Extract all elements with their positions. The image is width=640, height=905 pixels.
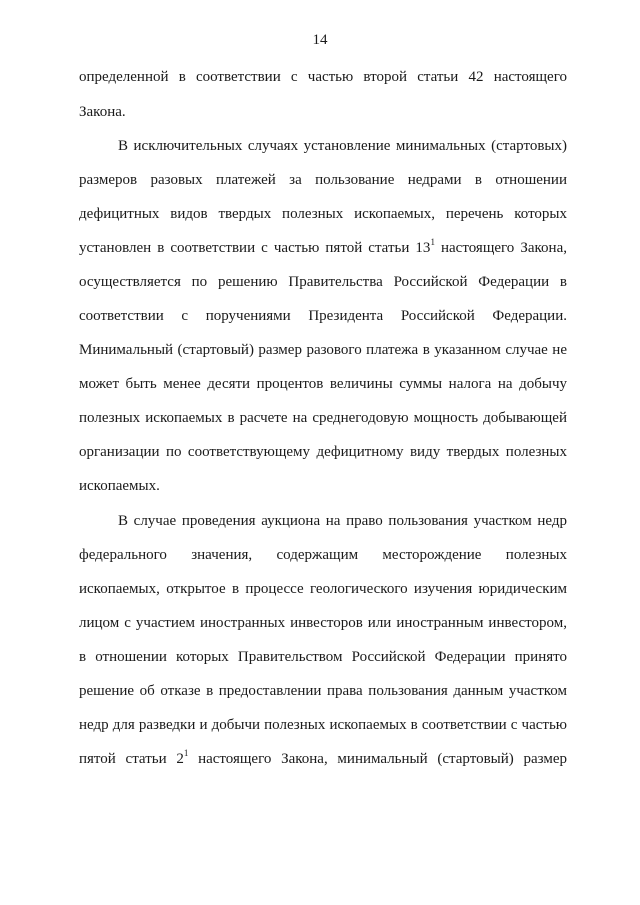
text-segment: установлен в соответствии с частью пятой статьи 13: [79, 240, 431, 256]
superscript: 1: [430, 237, 435, 247]
paragraph-first-line: В случае проведения аукциона на право пользования участком недр: [118, 513, 567, 529]
text-line: федерального значения, содержащим месторождение полезных: [79, 547, 567, 563]
text-line-with-superscript: [79, 750, 567, 768]
text-line: соответствии с поручениями Президента Российской Федерации.: [79, 308, 567, 324]
text-line: в отношении которых Правительством Российской Федерации принято: [79, 649, 567, 665]
text-line: организации по соответствующему дефицитному виду твердых полезных: [79, 444, 567, 460]
text-line: размеров разовых платежей за пользование недрами в отношении: [79, 172, 567, 188]
text-line: лицом с участием иностранных инвесторов или иностранным инвестором,: [79, 615, 567, 631]
text-segment: настоящего Закона,: [434, 240, 567, 256]
text-line: дефицитных видов твердых полезных ископаемых, перечень которых: [79, 206, 567, 222]
text-line-with-superscript: [79, 239, 567, 257]
text-segment: пятой статьи 2: [79, 751, 184, 767]
text-line: может быть менее десяти процентов величины суммы налога на добычу: [79, 376, 567, 392]
text-line: Минимальный (стартовый) размер разового платежа в указанном случае не: [79, 342, 567, 358]
text-line: определенной в соответствии с частью второй статьи 42 настоящего: [79, 69, 567, 85]
text-line: решение об отказе в предоставлении права пользования данным участком: [79, 683, 567, 699]
text-segment: настоящего Закона, минимальный (стартовый) размер: [188, 751, 567, 767]
text-line: Закона.: [79, 104, 126, 120]
text-line: ископаемых.: [79, 478, 160, 494]
text-line: недр для разведки и добычи полезных ископаемых в соответствии с частью: [79, 717, 567, 733]
text-line: осуществляется по решению Правительства Российской Федерации в: [79, 274, 567, 290]
page-number: 14: [312, 32, 328, 48]
paragraph-first-line: В исключительных случаях установление минимальных (стартовых): [118, 138, 567, 154]
text-line: полезных ископаемых в расчете на среднегодовую мощность добывающей: [79, 410, 567, 426]
text-line: ископаемых, открытое в процессе геологического изучения юридическим: [79, 581, 567, 597]
superscript: 1: [183, 748, 189, 758]
